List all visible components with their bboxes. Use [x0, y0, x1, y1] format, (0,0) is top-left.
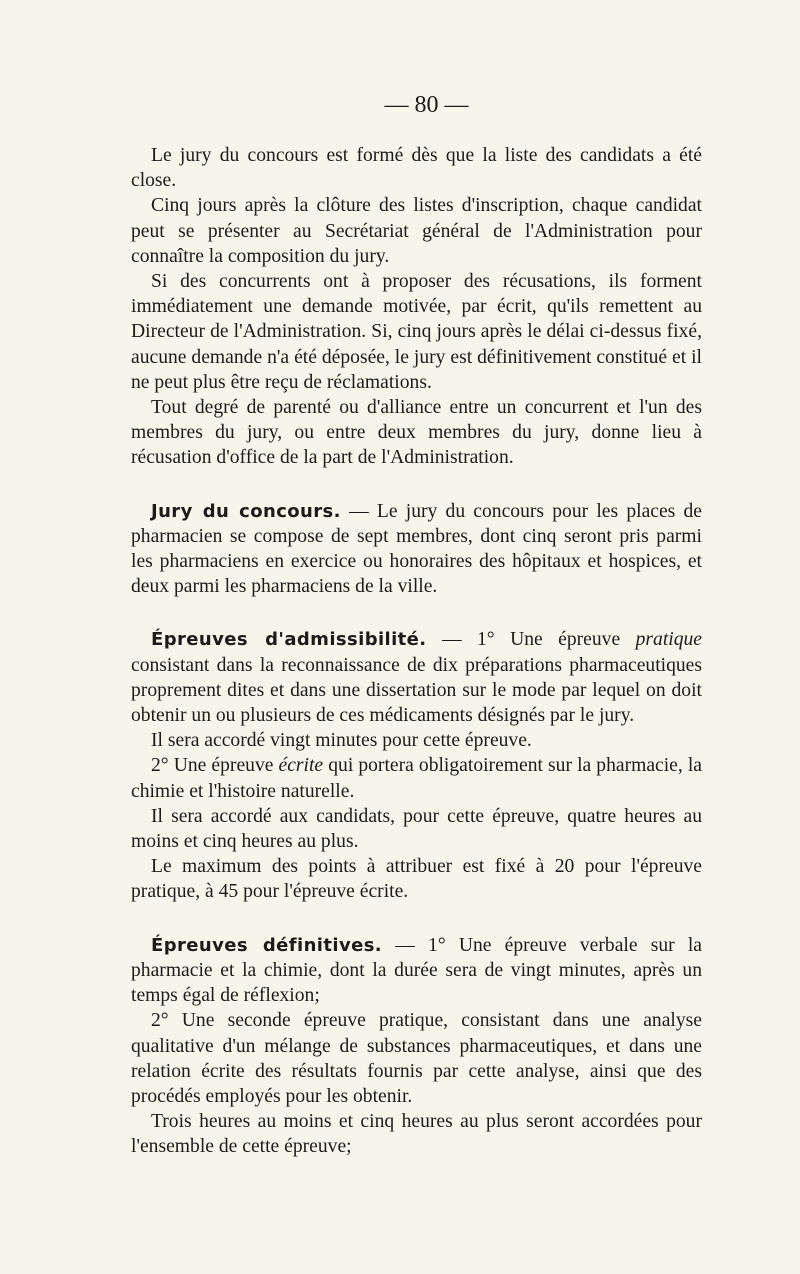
paragraph: Il sera accordé aux candidats, pour cette épreuve, quatre heures au moins et cinq heures au plus. [131, 805, 702, 853]
jury-section [131, 499, 702, 600]
paragraph: 2° Une seconde épreuve pratique, consistant dans une analyse qualitative d'un mélange de substances pharmaceutiques, et dans une relation écrite des résultats fournis par cette analyse, ainsi que des procédés employés pour les obtenir. [131, 1010, 702, 1107]
paragraph [131, 627, 702, 728]
section-text: — Le jury du concours pour les places de pharmacien se compose de sept membres, dont cinq seront pris parmi les pharmaciens en exercice ou honoraires des hôpitaux et hospices, et deux parmi les pharmaciens de la ville. [131, 500, 702, 598]
section-text: — 1° Une épreuve [426, 629, 636, 651]
section-title: Épreuves d'admissibilité. [151, 629, 427, 651]
paragraph [131, 499, 702, 600]
section-title: Épreuves définitives. [151, 934, 383, 956]
emphasis: écrite [278, 755, 324, 777]
section-title: Jury du concours. [151, 500, 341, 522]
paragraph: Tout degré de parenté ou d'alliance entre un concurrent et l'un des membres du jury, ou entre deux membres du jury, donne lieu à récusation d'office de la part de l'Administration. [131, 397, 702, 469]
admissibilite-section [131, 627, 702, 904]
paragraph: Il sera accordé vingt minutes pour cette épreuve. [151, 730, 532, 752]
section-text: qui portera obligatoirement sur la pharmacie, la chimie et l'histoire naturelle. [131, 755, 702, 802]
paragraph [131, 753, 702, 803]
section-text: 2° Une épreuve [151, 755, 279, 777]
paragraph: Trois heures au moins et cinq heures au plus seront accordées pour l'ensemble de cette épreuve; [131, 1111, 702, 1158]
paragraph: Si des concurrents ont à proposer des récusations, ils forment immédiatement une demande motivée, par écrit, qu'ils remettent au Directeur de l'Administration. Si, cinq jours après le délai ci-dessus fixé, aucune demande n'a été déposée, le jury est définitivement constitué et il ne peut plus être reçu de réclamations. [131, 271, 702, 393]
paragraph: Cinq jours après la clôture des listes d'inscription, chaque candidat peut se présenter au Secrétariat général de l'Administration pour connaître la composition du jury. [131, 195, 702, 267]
paragraph [131, 933, 702, 1009]
intro-section [131, 143, 702, 471]
page-number: — 80 — [384, 92, 469, 118]
paragraph: Le jury du concours est formé dès que la liste des candidats a été close. [131, 145, 702, 192]
emphasis: pratique [635, 629, 703, 651]
paragraph: Le maximum des points à attribuer est fixé à 20 pour l'épreuve pratique, à 45 pour l'épreuve écrite. [131, 856, 702, 903]
definitives-section [131, 933, 702, 1160]
section-text: consistant dans la reconnaissance de dix préparations pharmaceutiques proprement dites et dans une dissertation sur le mode par lequel on doit obtenir un ou plusieurs de ces médicaments désignés par le jury. [131, 654, 702, 727]
section-text: — 1° Une épreuve verbale sur la pharmacie et la chimie, dont la durée sera de vingt minutes, après un temps égal de réflexion; [131, 934, 703, 1007]
